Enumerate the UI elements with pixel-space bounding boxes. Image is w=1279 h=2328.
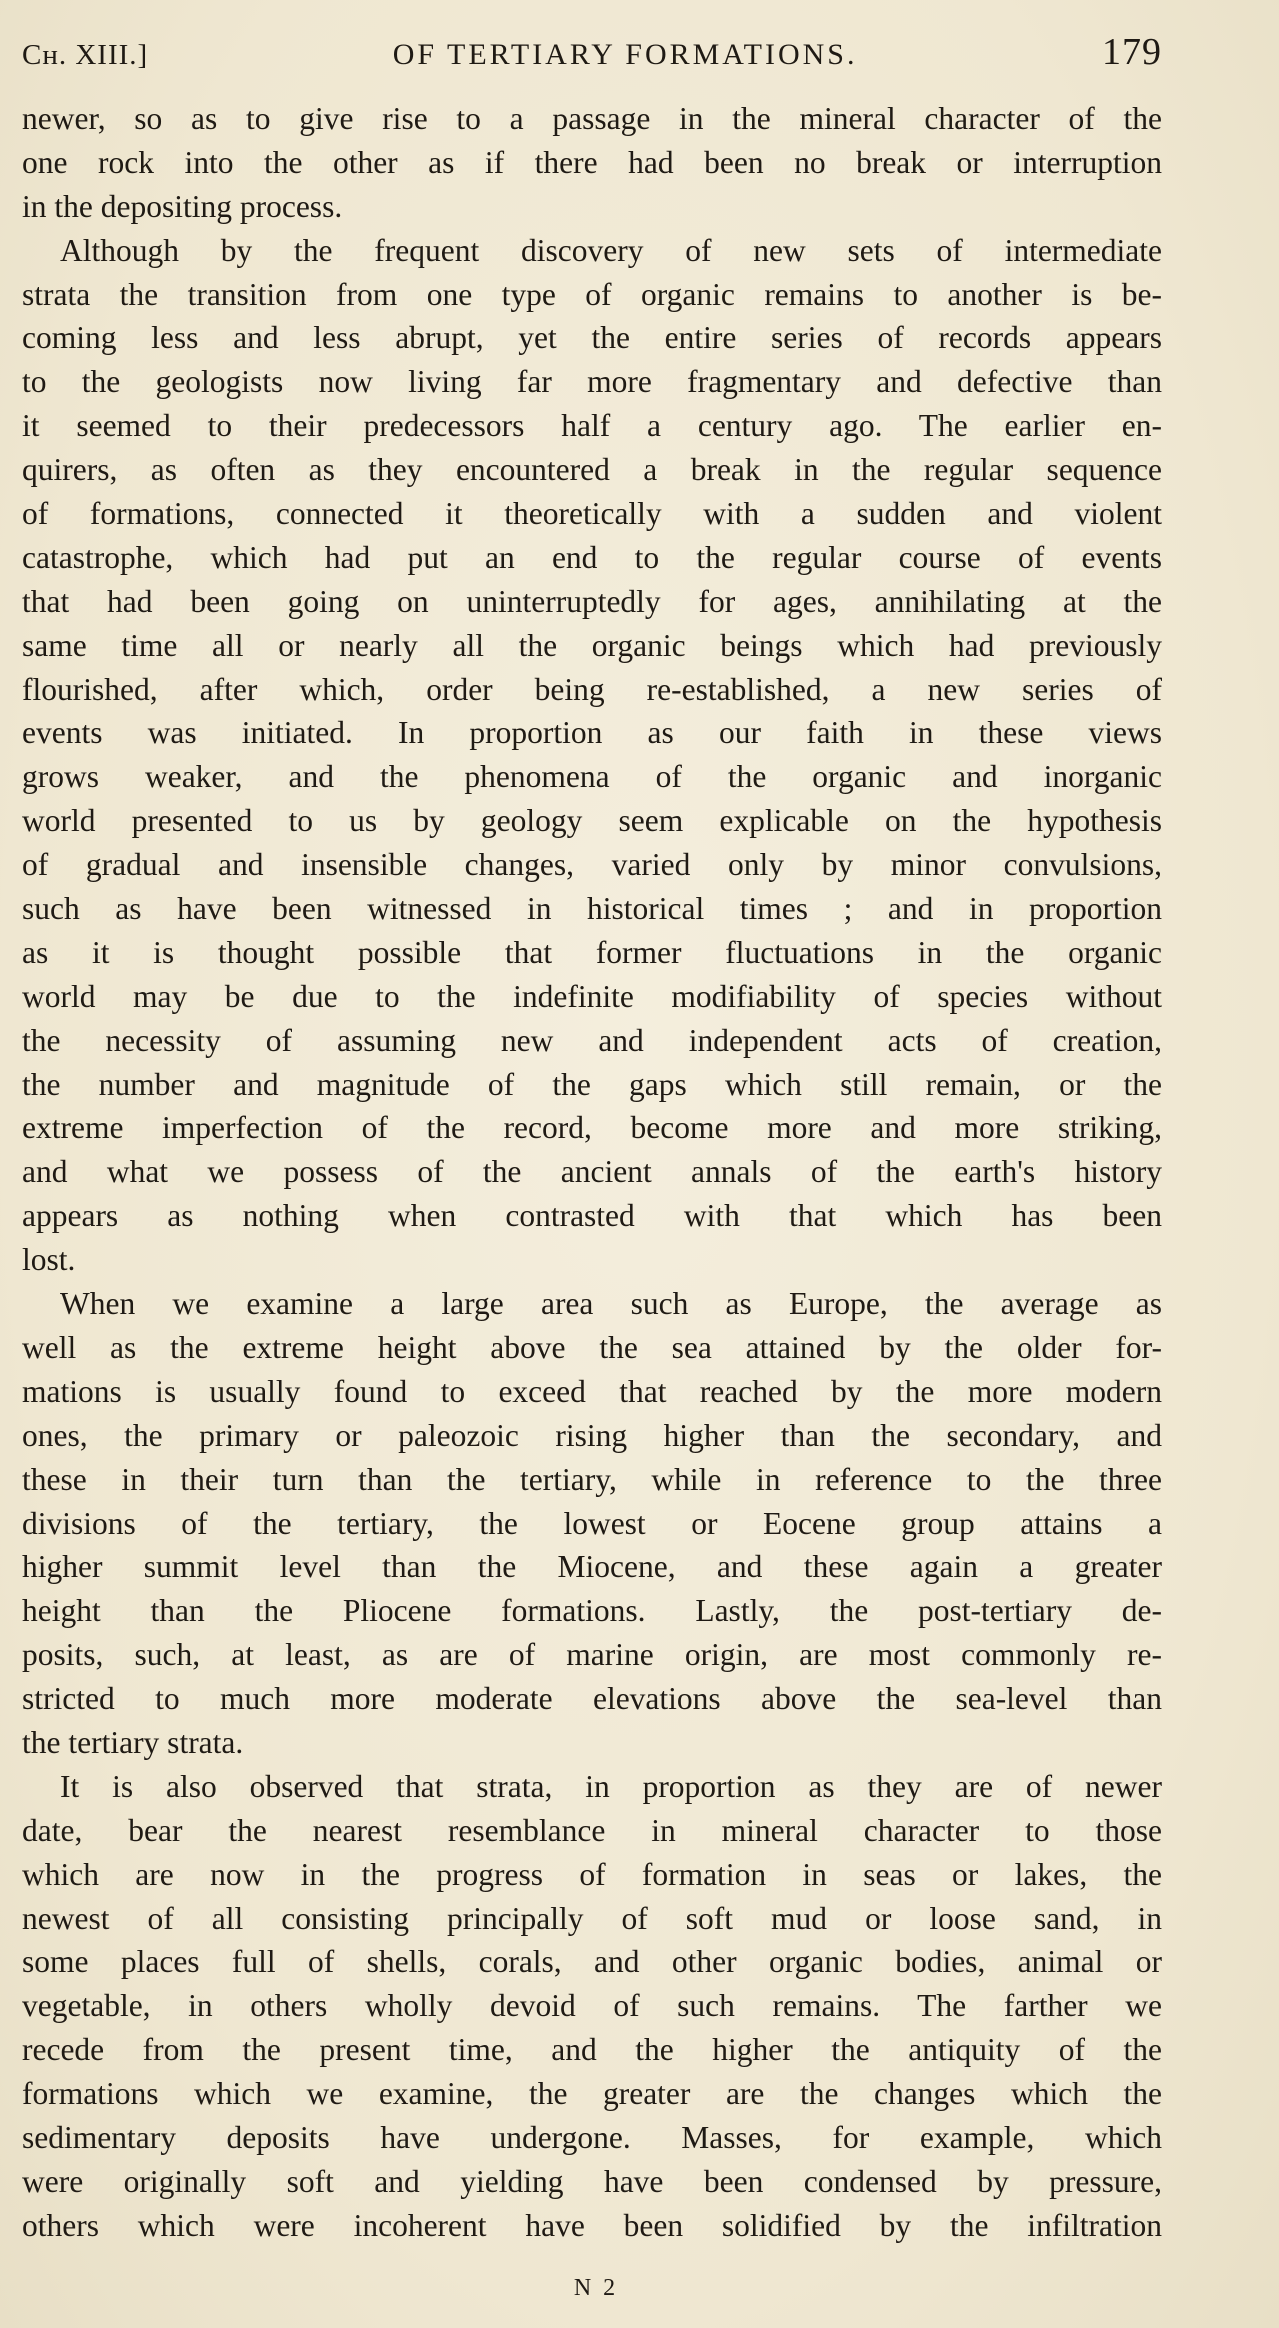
text-line: of gradual and insensible changes, varied only by minor convulsions, xyxy=(22,847,1162,883)
text-line: strata the transition from one type of organic remains to another is be- xyxy=(22,276,1162,312)
text-line: of formations, connected it theoretically with a sudden and violent xyxy=(22,496,1162,532)
body-text xyxy=(22,97,1162,2248)
text-line: that had been going on uninterruptedly for ages, annihilating at the xyxy=(22,583,1162,619)
paragraph xyxy=(22,1765,1162,2248)
text-line: It is also observed that strata, in proportion as they are of newer xyxy=(60,1768,1162,1804)
text-line: ones, the primary or paleozoic rising higher than the secondary, and xyxy=(22,1417,1162,1453)
text-line: to the geologists now living far more fragmentary and defective than xyxy=(22,364,1162,400)
text-line: the number and magnitude of the gaps which still remain, or the xyxy=(22,1066,1162,1102)
chapter-label: Cн. XIII.] xyxy=(22,39,149,71)
text-line: well as the extreme height above the sea attained by the older for- xyxy=(22,1329,1162,1365)
text-line: world presented to us by geology seem explicable on the hypothesis xyxy=(22,803,1162,839)
paragraph xyxy=(22,97,1162,229)
text-line: stricted to much more moderate elevations above the sea-level than xyxy=(22,1681,1162,1717)
text-line: same time all or nearly all the organic beings which had previously xyxy=(22,627,1162,663)
text-line: appears as nothing when contrasted with that which has been xyxy=(22,1198,1162,1234)
text-line: height than the Pliocene formations. Lastly, the post-tertiary de- xyxy=(22,1593,1162,1629)
text-line: higher summit level than the Miocene, and these again a greater xyxy=(22,1549,1162,1585)
text-line: these in their turn than the tertiary, while in reference to the three xyxy=(22,1461,1162,1497)
text-line: one rock into the other as if there had been no break or interruption xyxy=(22,144,1162,180)
text-line: such as have been witnessed in historical times ; and in proportion xyxy=(22,891,1162,927)
text-line: which are now in the progress of formation in seas or lakes, the xyxy=(22,1856,1162,1892)
text-line: the tertiary strata. xyxy=(22,1724,244,1760)
text-line: some places full of shells, corals, and other organic bodies, animal or xyxy=(22,1944,1162,1980)
text-line: sedimentary deposits have undergone. Masses, for example, which xyxy=(22,2119,1162,2155)
text-line: newest of all consisting principally of soft mud or loose sand, in xyxy=(22,1900,1162,1936)
text-line: coming less and less abrupt, yet the entire series of records appears xyxy=(22,320,1162,356)
text-line: newer, so as to give rise to a passage in the mineral character of the xyxy=(22,101,1162,136)
text-line: catastrophe, which had put an end to the regular course of events xyxy=(22,539,1162,575)
text-line: extreme imperfection of the record, become more and more striking, xyxy=(22,1110,1162,1146)
running-header xyxy=(22,30,1162,74)
text-line: grows weaker, and the phenomena of the organic and inorganic xyxy=(22,759,1162,795)
text-line: When we examine a large area such as Europe, the average as xyxy=(60,1286,1162,1322)
text-line: quirers, as often as they encountered a break in the regular sequence xyxy=(22,452,1162,488)
page-number: 179 xyxy=(1101,31,1162,73)
text-line: flourished, after which, order being re-established, a new series of xyxy=(22,671,1162,707)
text-line: Although by the frequent discovery of new sets of intermediate xyxy=(60,232,1162,268)
text-line: posits, such, at least, as are of marine origin, are most commonly re- xyxy=(22,1637,1162,1673)
text-line: and what we possess of the ancient annals of the earth's history xyxy=(22,1154,1162,1190)
text-line: it seemed to their predecessors half a century ago. The earlier en- xyxy=(22,408,1162,444)
text-line: formations which we examine, the greater are the changes which the xyxy=(22,2076,1162,2112)
text-line: were originally soft and yielding have been condensed by pressure, xyxy=(22,2163,1162,2199)
signature-mark: N 2 xyxy=(573,2275,619,2301)
text-line: others which were incoherent have been solidified by the infiltration xyxy=(22,2207,1162,2243)
text-line: events was initiated. In proportion as our faith in these views xyxy=(22,715,1162,751)
text-line: vegetable, in others wholly devoid of such remains. The farther we xyxy=(22,1988,1162,2024)
text-line: recede from the present time, and the higher the antiquity of the xyxy=(22,2032,1162,2068)
text-line: mations is usually found to exceed that reached by the more modern xyxy=(22,1373,1162,1409)
paragraph xyxy=(22,229,1162,1282)
text-line: date, bear the nearest resemblance in mineral character to those xyxy=(22,1812,1162,1848)
text-line: as it is thought possible that former fluctuations in the organic xyxy=(22,934,1162,970)
text-line: world may be due to the indefinite modifiability of species without xyxy=(22,978,1162,1014)
text-line: divisions of the tertiary, the lowest or Eocene group attains a xyxy=(22,1505,1162,1541)
running-title: OF TERTIARY FORMATIONS. xyxy=(392,38,858,71)
text-line: lost. xyxy=(22,1242,76,1278)
text-line: in the depositing process. xyxy=(22,188,343,224)
paragraph xyxy=(22,1282,1162,1765)
text-line: the necessity of assuming new and independent acts of creation, xyxy=(22,1022,1162,1058)
